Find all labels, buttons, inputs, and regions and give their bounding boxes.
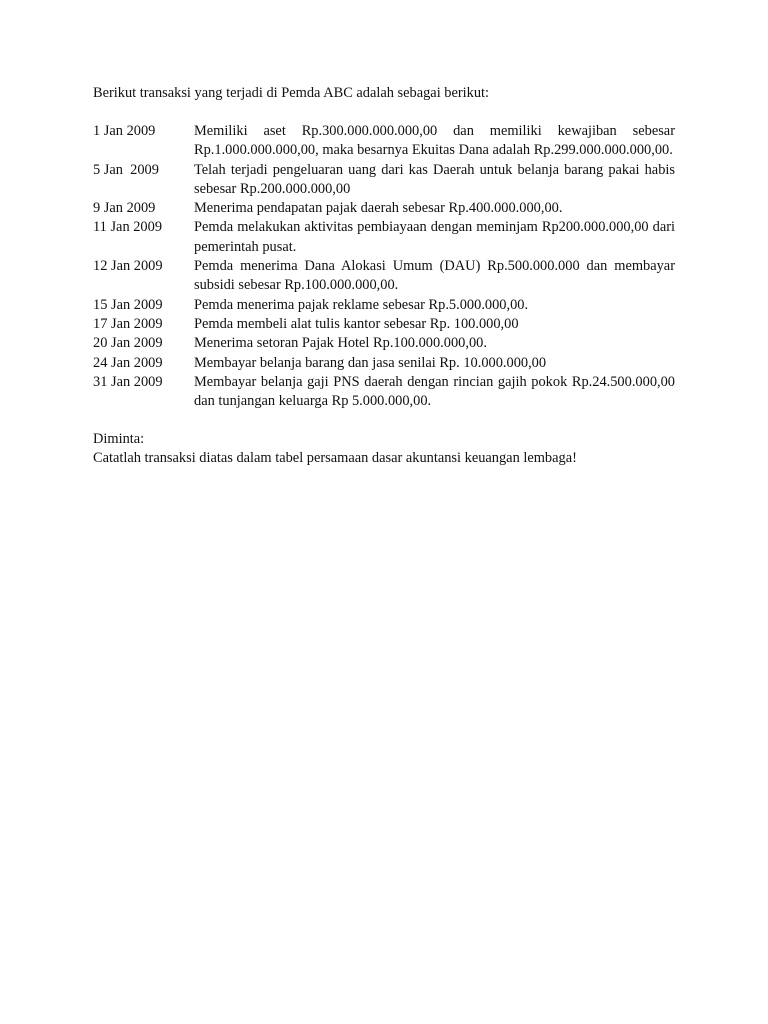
intro-text: Berikut transaksi yang terjadi di Pemda ABC adalah sebagai berikut: [93, 85, 490, 101]
request-section [93, 430, 675, 468]
transaction-date: 5 Jan 2009 [93, 161, 159, 178]
transaction-list [93, 122, 675, 411]
transaction-row [93, 257, 675, 296]
transaction-date: 1 Jan 2009 [93, 123, 156, 139]
transaction-date: 9 Jan 2009 [93, 200, 156, 217]
request-label: Diminta: [93, 431, 145, 448]
transaction-row [93, 354, 675, 373]
transaction-row [93, 218, 675, 257]
transaction-date: 31 Jan 2009 [93, 373, 163, 390]
transaction-date: 12 Jan 2009 [93, 258, 163, 275]
transaction-description: Menerima setoran Pajak Hotel Rp.100.000.000,00. [194, 335, 487, 352]
transaction-date: 11 Jan 2009 [93, 219, 163, 236]
transaction-description: Membayar belanja barang dan jasa senilai Rp. 10.000.000,00 [194, 354, 547, 371]
document-page [93, 84, 675, 468]
transaction-description: Membayar belanja gaji PNS daerah dengan rincian gajih pokok Rp.24.500.000,00 dan tunjangan keluarga Rp 5.000.000,00. [194, 373, 675, 410]
transaction-row [93, 199, 675, 218]
transaction-date: 15 Jan 2009 [93, 296, 163, 313]
request-text: Catatlah transaksi diatas dalam tabel persamaan dasar akuntansi keuangan lembaga! [93, 450, 577, 467]
transaction-date: 24 Jan 2009 [93, 354, 163, 371]
transaction-row [93, 334, 675, 353]
transaction-description: Memiliki aset Rp.300.000.000.000,00 dan memiliki kewajiban sebesar Rp.1.000.000.000,00, maka besarnya Ekuitas Dana adalah Rp.299.000.000.000,00. [194, 123, 675, 159]
transaction-description: Pemda menerima pajak reklame sebesar Rp.5.000.000,00. [194, 296, 529, 313]
transaction-row [93, 315, 675, 334]
transaction-date: 17 Jan 2009 [93, 315, 163, 332]
transaction-row [93, 161, 675, 200]
transaction-description: Pemda melakukan aktivitas pembiayaan dengan meminjam Rp200.000.000,00 dari pemerintah pusat. [194, 219, 675, 255]
transaction-row [93, 296, 675, 315]
transaction-description: Pemda menerima Dana Alokasi Umum (DAU) Rp.500.000.000 dan membayar subsidi sebesar Rp.100.000.000,00. [194, 258, 675, 294]
transaction-description: Menerima pendapatan pajak daerah sebesar Rp.400.000.000,00. [194, 200, 563, 217]
transaction-row [93, 373, 675, 412]
transaction-description: Pemda membeli alat tulis kantor sebesar Rp. 100.000,00 [194, 315, 519, 332]
transaction-row [93, 122, 675, 161]
transaction-description: Telah terjadi pengeluaran uang dari kas Daerah untuk belanja barang pakai habis sebesar Rp.200.000.000,00 [194, 161, 675, 197]
transaction-date: 20 Jan 2009 [93, 335, 163, 352]
